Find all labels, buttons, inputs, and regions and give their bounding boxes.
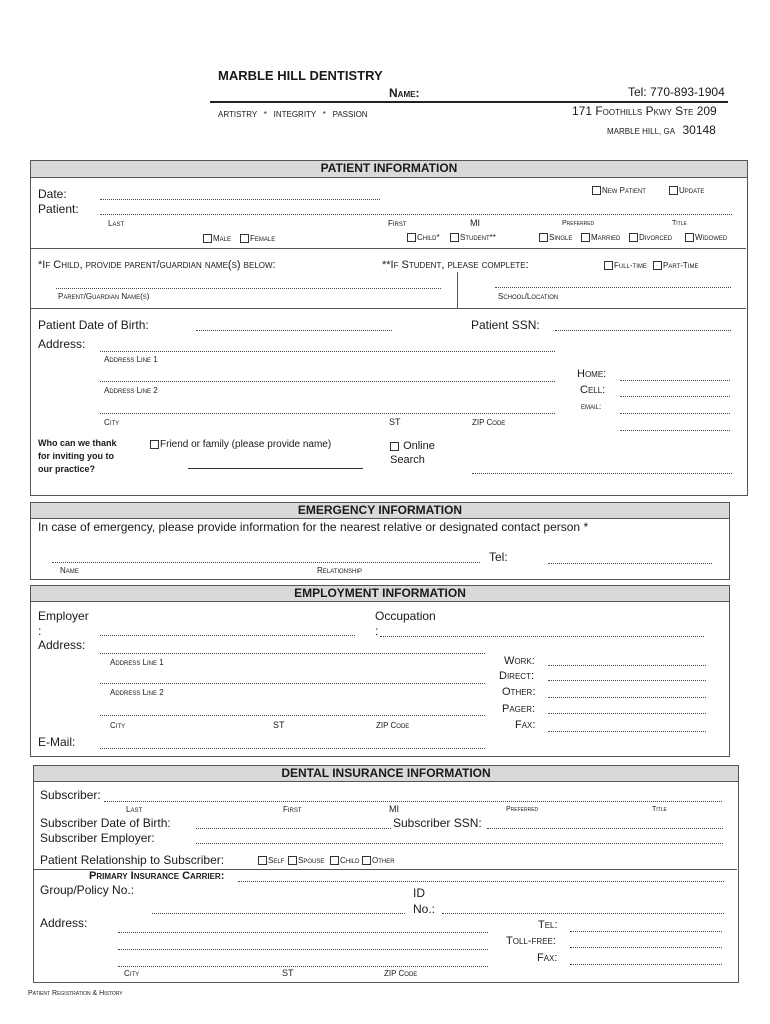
checkbox-icon: [240, 234, 249, 243]
footer-text: Patient Registration & History: [28, 990, 123, 997]
checkbox-icon: [685, 233, 694, 242]
zip-caption: ZIP Code: [472, 418, 506, 427]
checkbox-icon: [629, 233, 638, 242]
subscriber-dob-label: Subscriber Date of Birth:: [40, 816, 171, 830]
update-label: Update: [679, 186, 705, 195]
checkbox-icon: [203, 234, 212, 243]
ssn-field[interactable]: [555, 330, 731, 331]
preferred-caption: Preferred: [562, 220, 595, 227]
address-label: Address:: [38, 337, 86, 351]
subscriber-ssn-label: Subscriber SSN:: [393, 816, 482, 830]
checkbox-icon: [604, 261, 613, 270]
emergency-title: EMERGENCY INFORMATION: [30, 502, 730, 519]
id-no-field[interactable]: [442, 913, 724, 914]
practice-address-1: 171 Foothills Pkwy Ste 209: [572, 104, 717, 118]
search-label: Search: [390, 454, 425, 466]
primary-carrier-label: Primary Insurance Carrier:: [89, 870, 225, 882]
address-line-1-caption: Address Line 1: [104, 355, 158, 364]
checkbox-icon: [407, 233, 416, 242]
primary-carrier-field[interactable]: [238, 881, 724, 882]
id-label: ID: [413, 886, 425, 900]
checkbox-icon: [539, 233, 548, 242]
divorced-label: Divorced: [639, 233, 673, 242]
married-checkbox[interactable]: [581, 233, 620, 242]
employment-title: EMPLOYMENT INFORMATION: [30, 585, 730, 602]
pager-field[interactable]: [548, 713, 706, 714]
widowed-label: Widowed: [695, 233, 728, 242]
dob-label: Patient Date of Birth:: [38, 318, 149, 332]
emergency-tel-field[interactable]: [548, 563, 712, 564]
checkbox-icon: [581, 233, 590, 242]
student-note: **If Student, please complete:: [382, 259, 529, 271]
subscriber-ssn-field[interactable]: [487, 828, 723, 829]
carrier-zip-caption: ZIP Code: [384, 969, 418, 978]
carrier-address-line-2-field[interactable]: [118, 949, 488, 950]
parent-names-caption: Parent/Guardian Name(s): [58, 292, 150, 301]
subscriber-dob-field[interactable]: [196, 828, 391, 829]
checkbox-icon: [150, 440, 159, 449]
friend-label: Friend or family (please provide name): [160, 439, 332, 450]
employer-label: Employer: [38, 609, 89, 623]
email-field-2[interactable]: [620, 430, 730, 431]
new-patient-label: New Patient: [602, 186, 646, 195]
employment-zip-caption: ZIP Code: [376, 721, 410, 730]
subscriber-last-caption: Last: [126, 805, 143, 814]
carrier-city-caption: City: [124, 969, 140, 978]
patient-label: Patient:: [38, 202, 79, 216]
occupation-field[interactable]: [380, 636, 704, 637]
practice-address-2: [607, 121, 716, 139]
employment-city-caption: City: [110, 721, 126, 730]
subscriber-name-field[interactable]: [104, 801, 722, 802]
carrier-tel-field[interactable]: [570, 931, 722, 932]
checkbox-icon: [592, 186, 601, 195]
practice-tel: Tel: 770-893-1904: [628, 85, 725, 99]
friend-checkbox[interactable]: [150, 439, 331, 450]
occupation-label: Occupation: [375, 609, 436, 623]
patient-name-field[interactable]: [100, 214, 732, 215]
other-phone-label: Other:: [502, 686, 536, 698]
other-phone-field[interactable]: [548, 697, 706, 698]
student-checkbox[interactable]: [450, 233, 496, 242]
child-checkbox[interactable]: [407, 233, 440, 242]
update-checkbox[interactable]: [669, 186, 704, 195]
subscriber-employer-field[interactable]: [196, 843, 723, 844]
employer-field[interactable]: [100, 635, 355, 636]
carrier-fax-field[interactable]: [570, 964, 722, 965]
insurance-title: DENTAL INSURANCE INFORMATION: [33, 765, 739, 782]
emergency-name-caption: Name: [60, 566, 79, 575]
tagline-integrity: INTEGRITY: [273, 110, 317, 119]
employment-city-state-zip-field[interactable]: [100, 715, 485, 716]
emergency-instruction-text: In case of emergency, please provide information for the nearest relative or designated contact person: [38, 520, 581, 534]
emergency-instruction: [38, 520, 588, 534]
checkbox-icon: [258, 856, 267, 865]
part-time-checkbox[interactable]: [653, 261, 698, 270]
occupation-colon: :: [375, 624, 379, 638]
widowed-checkbox[interactable]: [685, 233, 727, 242]
self-label: Self: [268, 856, 285, 865]
tagline-artistry: ARTISTRY: [218, 110, 258, 119]
employment-fax-label: Fax:: [515, 719, 536, 731]
employment-st-caption: ST: [273, 720, 285, 730]
emergency-name-field[interactable]: [52, 562, 480, 563]
child-note: *If Child, provide parent/guardian name(s) below:: [38, 259, 276, 271]
header-rule: [210, 101, 728, 103]
full-time-label: Full-time: [614, 261, 647, 270]
male-label: Male: [213, 234, 232, 243]
address-line-1-field[interactable]: [100, 351, 555, 352]
emergency-bullet: *: [583, 520, 589, 534]
student-label: Student**: [460, 233, 496, 242]
divider: [30, 248, 746, 249]
last-caption: Last: [108, 219, 125, 228]
carrier-toll-free-label: Toll-free:: [506, 935, 556, 947]
employment-email-label: E-Mail:: [38, 735, 76, 749]
divider: [30, 308, 746, 309]
mi-caption: MI: [470, 218, 480, 228]
subscriber-label: Subscriber:: [40, 788, 101, 802]
child-label: Child*: [417, 233, 440, 242]
divider-vertical: [457, 272, 458, 308]
part-time-label: Part-Time: [663, 261, 699, 270]
spouse-label: Spouse: [298, 856, 325, 865]
work-phone-field[interactable]: [548, 665, 706, 666]
carrier-fax-label: Fax:: [537, 952, 558, 964]
email-label: email:: [581, 402, 602, 411]
employment-address-line-1-caption: Address Line 1: [110, 658, 164, 667]
single-label: Single: [549, 233, 573, 242]
referral-q-line-2: for inviting you to: [38, 451, 114, 461]
work-phone-label: Work:: [504, 655, 535, 667]
city-caption: City: [104, 418, 120, 427]
referral-question: [38, 437, 117, 476]
checkbox-icon: [653, 261, 662, 270]
direct-phone-label: Direct:: [499, 670, 534, 682]
cell-phone-label: Cell:: [580, 384, 606, 396]
online-search-field[interactable]: [472, 473, 732, 474]
divorced-checkbox[interactable]: [629, 233, 672, 242]
carrier-address-line-1-field[interactable]: [118, 932, 488, 933]
subscriber-title-caption: Title: [652, 806, 667, 813]
ins-child-checkbox[interactable]: [330, 856, 359, 865]
address-line-2-field[interactable]: [100, 381, 555, 382]
tagline-bullet-2: *: [322, 110, 326, 119]
employment-address-line-2-field[interactable]: [100, 683, 485, 684]
email-field[interactable]: [620, 413, 730, 414]
address-line-2-caption: Address Line 2: [104, 386, 158, 395]
tagline-passion: PASSION: [332, 110, 368, 119]
date-field[interactable]: [100, 199, 380, 200]
emergency-relationship-caption: Relationship: [317, 566, 363, 575]
parent-names-field[interactable]: [56, 288, 441, 289]
female-label: Female: [250, 234, 276, 243]
home-phone-label: Home:: [577, 368, 607, 380]
subscriber-mi-caption: MI: [389, 804, 399, 814]
spouse-checkbox[interactable]: [288, 856, 324, 865]
new-patient-checkbox[interactable]: [592, 186, 646, 195]
checkbox-icon: [390, 442, 399, 451]
carrier-city-state-zip-field[interactable]: [118, 966, 488, 967]
first-caption: First: [388, 219, 407, 228]
employment-email-field[interactable]: [100, 748, 485, 749]
carrier-st-caption: ST: [282, 968, 294, 978]
ssn-label: Patient SSN:: [471, 318, 540, 332]
practice-zip: 30148: [682, 123, 716, 137]
referral-q-line-1: Who can we thank: [38, 438, 117, 448]
cell-phone-field[interactable]: [620, 396, 730, 397]
single-checkbox[interactable]: [539, 233, 572, 242]
checkbox-icon: [288, 856, 297, 865]
group-policy-label: Group/Policy No.:: [40, 883, 135, 897]
online-checkbox[interactable]: [390, 439, 435, 467]
subscriber-employer-label: Subscriber Employer:: [40, 831, 155, 845]
practice-city: MARBLE HILL, GA: [607, 127, 676, 136]
school-location-caption: School/Location: [498, 292, 559, 301]
city-state-zip-field[interactable]: [100, 413, 555, 414]
dob-field[interactable]: [196, 330, 392, 331]
ins-other-checkbox[interactable]: [362, 856, 395, 865]
emergency-tel-label: Tel:: [489, 550, 508, 564]
tagline-bullet: *: [263, 110, 267, 119]
direct-phone-field[interactable]: [548, 680, 706, 681]
subscriber-preferred-caption: Preferred: [506, 806, 539, 813]
employment-address-label: Address:: [38, 638, 86, 652]
relationship-label: Patient Relationship to Subscriber:: [40, 853, 225, 867]
patient-info-title: PATIENT INFORMATION: [30, 160, 748, 178]
name-label: Name:: [389, 86, 420, 100]
title-caption: Title: [672, 220, 687, 227]
referral-q-line-3: our practice?: [38, 464, 96, 474]
school-location-field[interactable]: [495, 287, 731, 288]
ins-other-label: Other: [372, 856, 395, 865]
checkbox-icon: [669, 186, 678, 195]
subscriber-first-caption: First: [283, 805, 302, 814]
home-phone-field[interactable]: [620, 380, 730, 381]
practice-name: MARBLE HILL DENTISTRY: [218, 68, 383, 83]
full-time-checkbox[interactable]: [604, 261, 647, 270]
checkbox-icon: [330, 856, 339, 865]
ins-child-label: Child: [340, 856, 360, 865]
online-label: Online: [403, 440, 435, 452]
st-caption: ST: [389, 417, 401, 427]
tagline: [218, 110, 368, 119]
group-policy-field[interactable]: [152, 913, 405, 914]
employer-colon: :: [38, 624, 42, 638]
carrier-toll-free-field[interactable]: [570, 947, 722, 948]
self-checkbox[interactable]: [258, 856, 284, 865]
checkbox-icon: [362, 856, 371, 865]
carrier-tel-label: Tel:: [538, 919, 558, 931]
carrier-address-label: Address:: [40, 916, 88, 930]
friend-name-field[interactable]: [188, 468, 363, 469]
id-no-label: No.:: [413, 902, 436, 916]
employment-address-line-2-caption: Address Line 2: [110, 688, 164, 697]
employment-fax-field[interactable]: [548, 731, 706, 732]
married-label: Married: [591, 233, 621, 242]
male-checkbox[interactable]: [203, 234, 231, 243]
pager-label: Pager:: [502, 703, 536, 715]
employment-address-line-1-field[interactable]: [100, 653, 485, 654]
checkbox-icon: [450, 233, 459, 242]
date-label: Date:: [38, 187, 67, 201]
female-checkbox[interactable]: [240, 234, 275, 243]
